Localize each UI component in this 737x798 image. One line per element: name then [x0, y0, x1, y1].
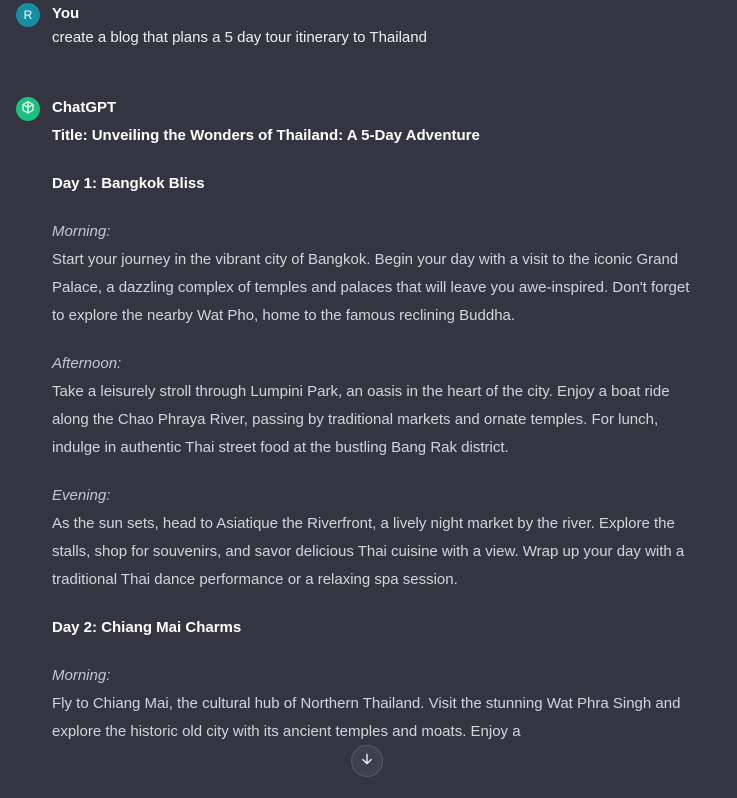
user-avatar-initial: R [23, 8, 33, 22]
user-author-label: You [52, 5, 80, 22]
day1-heading: Day 1: Bangkok Bliss [52, 175, 205, 192]
scroll-to-bottom-button[interactable] [351, 745, 383, 777]
day2-morning-label: Morning: [52, 667, 111, 684]
arrow-down-icon [360, 752, 374, 771]
user-message-text: create a blog that plans a 5 day tour itinerary to Thailand [52, 29, 427, 46]
assistant-avatar [16, 97, 40, 121]
day1-afternoon-label: Afternoon: [52, 355, 122, 372]
assistant-response-content [52, 122, 692, 746]
assistant-author-label: ChatGPT [52, 99, 117, 116]
day1-morning-text: Start your journey in the vibrant city of Bangkok. Begin your day with a visit to the iconic Grand Palace, a dazzling complex of temples and palaces that will leave you awe-inspired. Don't forget to explore the nearby Wat Pho, home to the famous reclining Buddha. [52, 251, 690, 324]
day2-morning-text: Fly to Chiang Mai, the cultural hub of Northern Thailand. Visit the stunning Wat Phra Singh and explore the historic old city with its ancient temples and moats. Enjoy a [52, 695, 681, 740]
day1-evening-text: As the sun sets, head to Asiatique the Riverfront, a lively night market by the river. Explore the stalls, shop for souvenirs, and savor delicious Thai cuisine with a view. Wrap up your day with a traditional Thai dance performance or a relaxing spa session. [52, 515, 685, 588]
day2-heading: Day 2: Chiang Mai Charms [52, 619, 242, 636]
blog-title: Title: Unveiling the Wonders of Thailand: A 5-Day Adventure [52, 127, 480, 144]
day1-morning-label: Morning: [52, 223, 111, 240]
openai-logo-icon [20, 100, 36, 119]
day1-evening-label: Evening: [52, 487, 111, 504]
day1-afternoon-text: Take a leisurely stroll through Lumpini Park, an oasis in the heart of the city. Enjoy a boat ride along the Chao Phraya River, passing by traditional markets and ornate temples. For lunch, indulge in authentic Thai street food at the bustling Bang Rak district. [52, 383, 670, 456]
